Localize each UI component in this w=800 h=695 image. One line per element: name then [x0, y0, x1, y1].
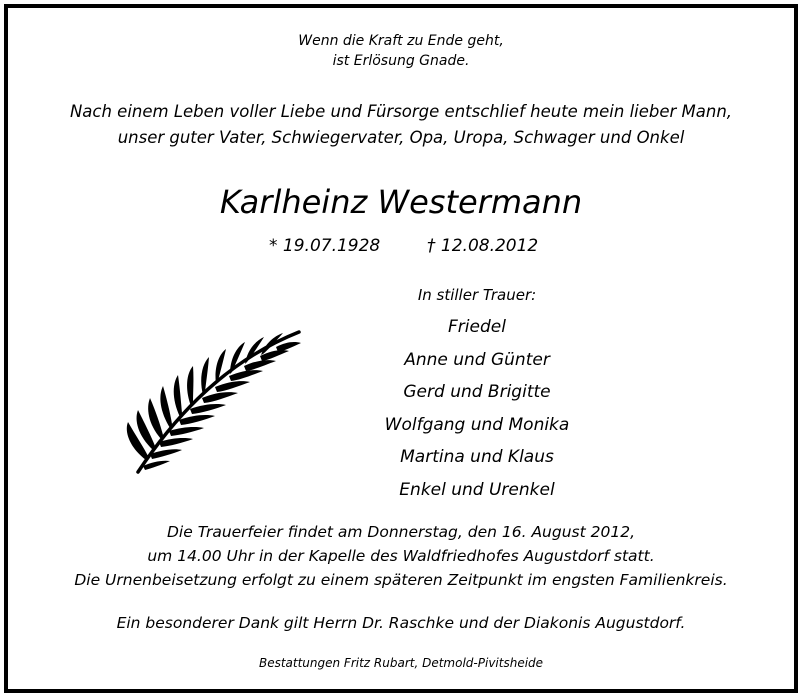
- service-line-2: um 14.00 Uhr in der Kapelle des Waldfriedhofes Augustdorf statt.: [147, 547, 655, 565]
- birth-date: * 19.07.1928: [269, 236, 381, 256]
- list-item: Enkel und Urenkel: [399, 479, 555, 500]
- deceased-name: Karlheinz Westermann: [219, 183, 583, 221]
- list-item: Gerd und Brigitte: [403, 382, 551, 402]
- obituary-notice: [4, 4, 798, 693]
- death-date: † 12.08.2012: [427, 236, 539, 256]
- intro-line-2: unser guter Vater, Schwiegervater, Opa, Uropa, Schwager und Onkel: [117, 128, 685, 147]
- list-item: Wolfgang und Monika: [384, 414, 570, 435]
- undertaker-credit: Bestattungen Fritz Rubart, Detmold-Pivitsheide: [258, 656, 544, 670]
- intro-line-1: Nach einem Leben voller Liebe und Fürsorge entschlief heute mein lieber Mann,: [69, 102, 733, 121]
- mourner-list: [358, 311, 596, 506]
- motto-line-2: ist Erlösung Gnade.: [332, 53, 470, 69]
- list-item: Friedel: [448, 317, 506, 337]
- palm-frond-icon: [116, 320, 308, 480]
- life-dates: [8, 233, 794, 259]
- list-item: Anne und Günter: [404, 349, 550, 370]
- mourners-heading: In stiller Trauer:: [417, 286, 537, 304]
- thanks-note: Ein besonderer Dank gilt Herrn Dr. Raschke und der Diakonis Augustdorf.: [116, 614, 686, 632]
- list-item: Martina und Klaus: [400, 447, 554, 467]
- service-line-3: Die Urnenbeisetzung erfolgt zu einem späteren Zeitpunkt im engsten Familienkreis.: [74, 571, 728, 589]
- motto-line-1: Wenn die Kraft zu Ende geht,: [298, 33, 504, 49]
- service-line-1: Die Trauerfeier findet am Donnerstag, den 16. August 2012,: [166, 523, 635, 541]
